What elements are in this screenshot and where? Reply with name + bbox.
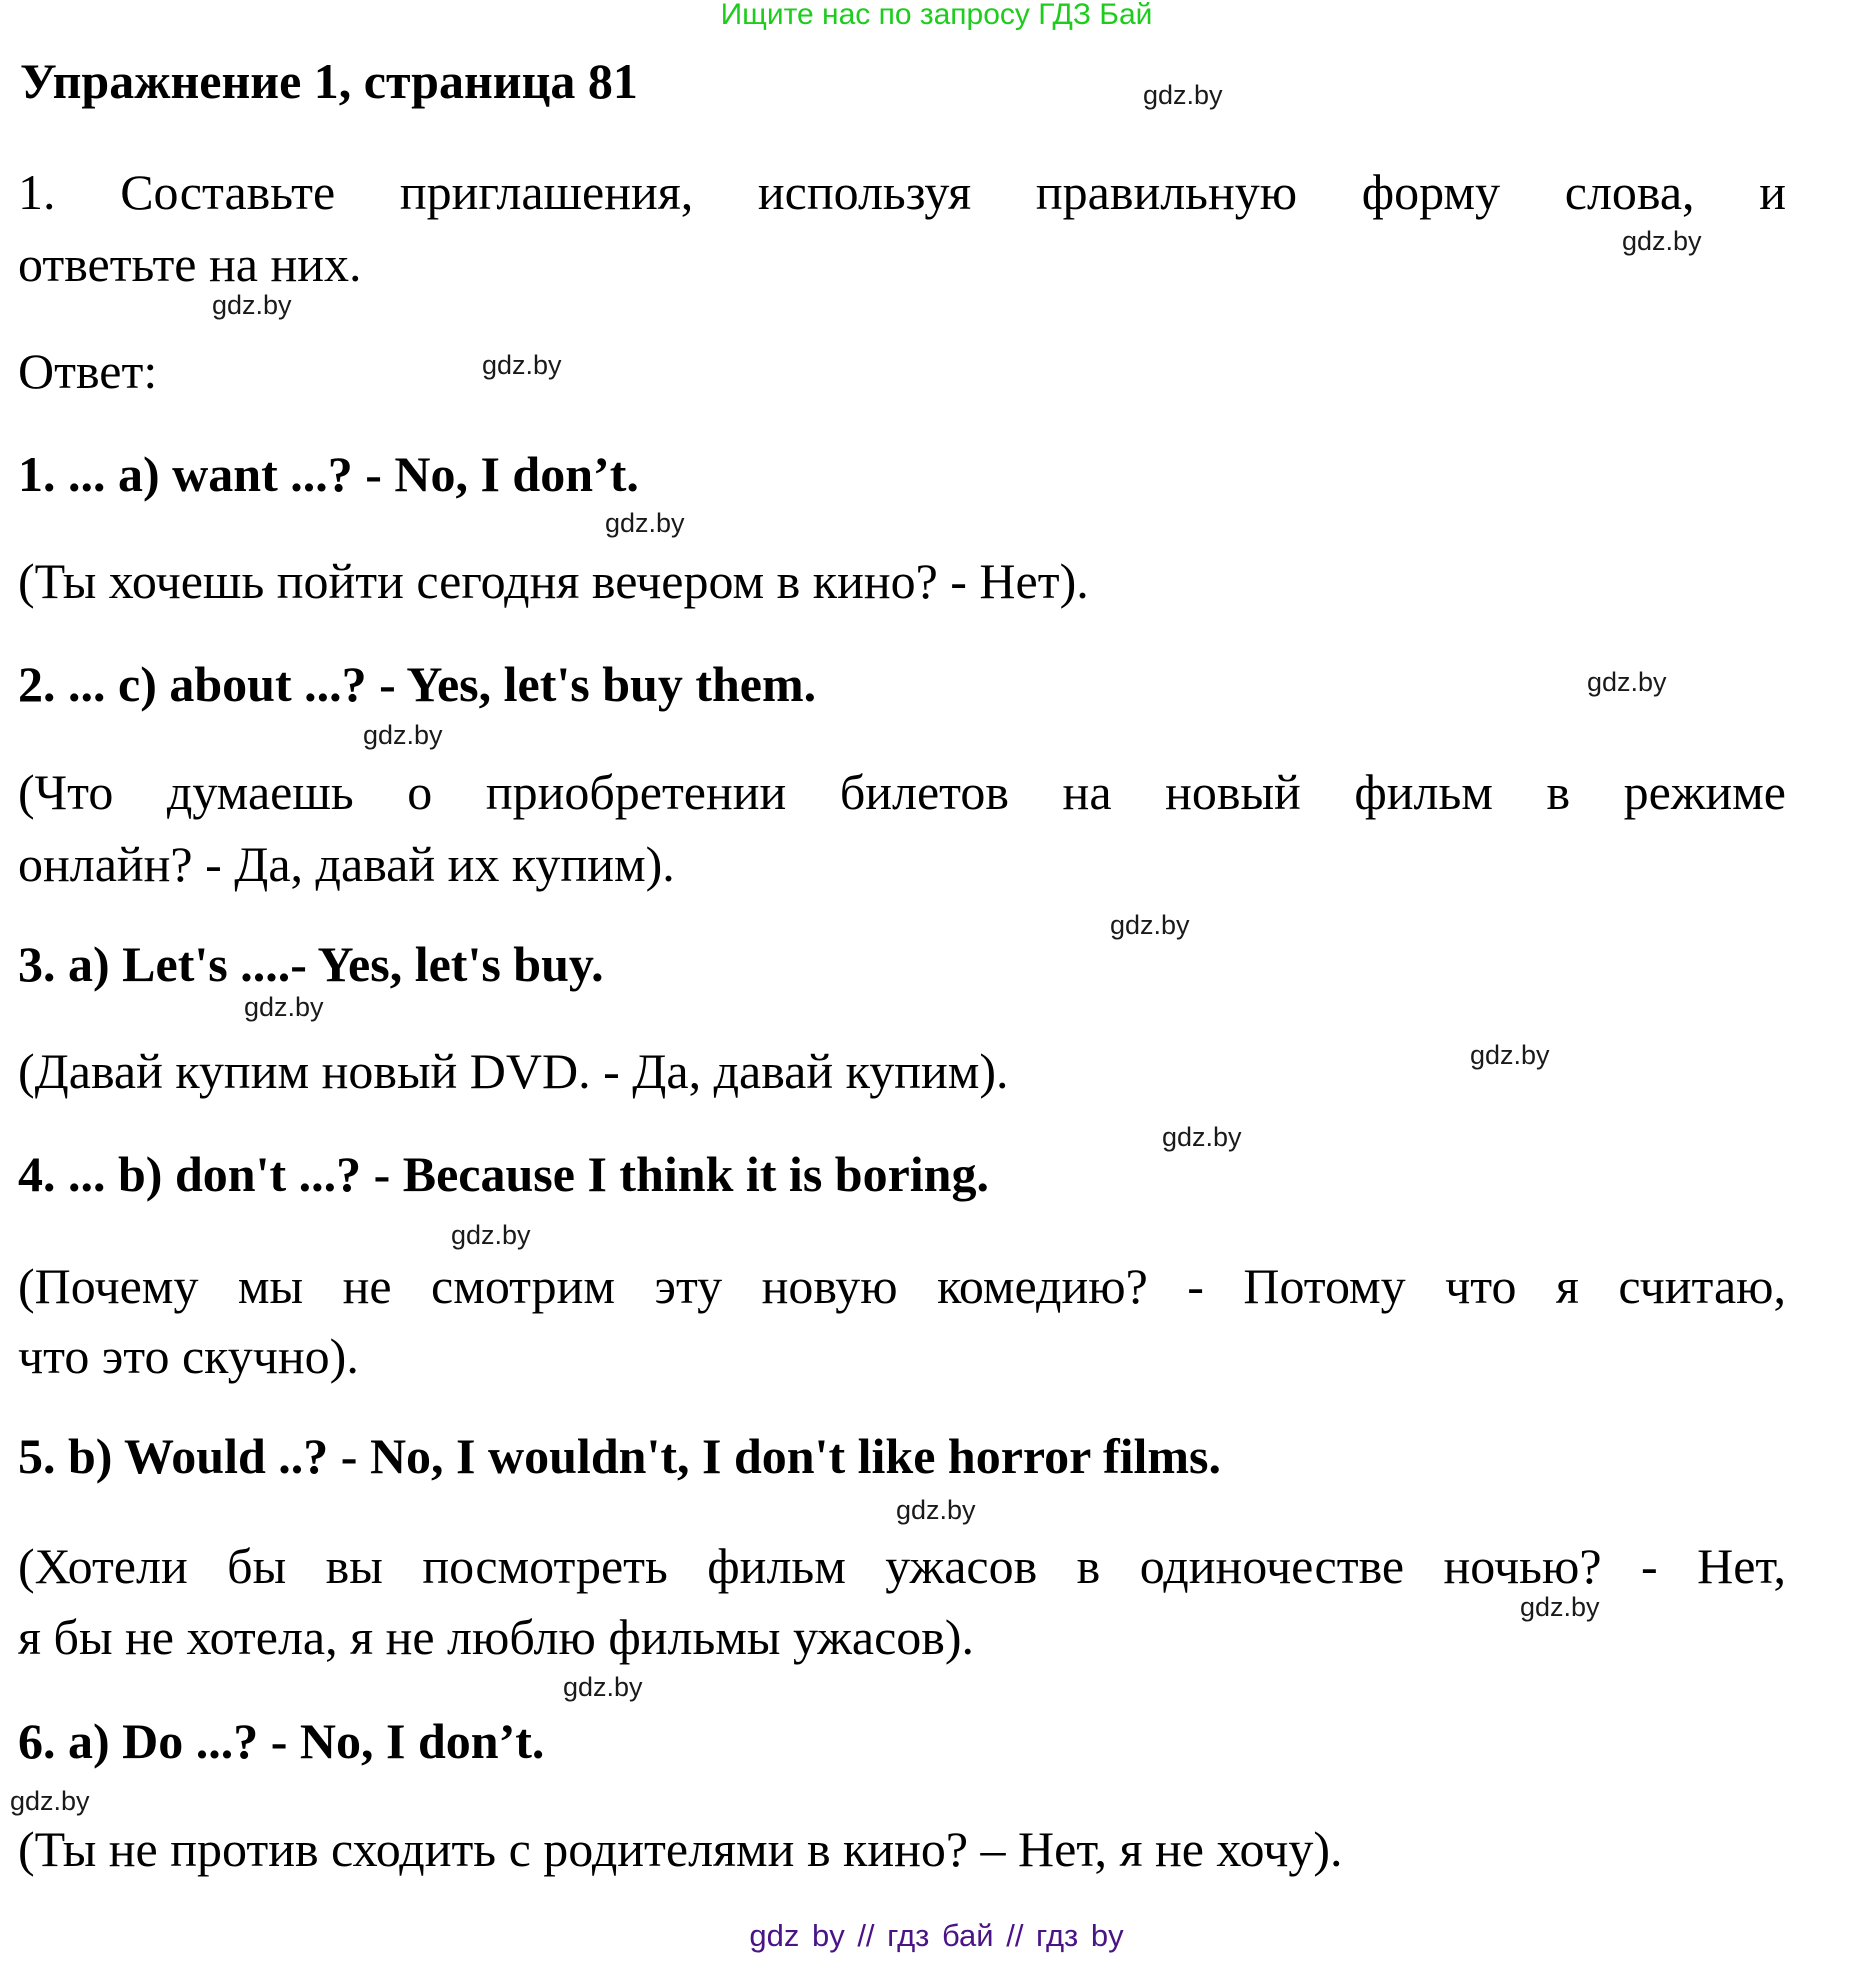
- answer-label: Ответ:: [18, 343, 158, 399]
- answer-6-english: 6. a) Do ...? - No, I don’t.: [18, 1713, 545, 1769]
- answer-2-english: 2. ... c) about ...? - Yes, let's buy them.: [18, 656, 817, 712]
- watermark: gdz.by: [1470, 1040, 1550, 1070]
- task-line-1: 1. Составьте приглашения, используя правильную форму слова, и: [18, 164, 1786, 220]
- answer-3-english: 3. a) Let's ....- Yes, let's buy.: [18, 936, 604, 992]
- answer-5-russian-line-2: я бы не хотела, я не люблю фильмы ужасов).: [18, 1609, 975, 1665]
- page-title: Упражнение 1, страница 81: [20, 53, 638, 109]
- answer-5-english: 5. b) Would ..? - No, I wouldn't, I don't like horror films.: [18, 1428, 1222, 1484]
- answer-6-russian: (Ты не против сходить с родителями в кино? – Нет, я не хочу).: [18, 1821, 1343, 1877]
- answer-1-english: 1. ... a) want ...? - No, I don’t.: [18, 446, 639, 502]
- watermark: gdz.by: [605, 508, 685, 538]
- watermark: gdz.by: [1520, 1592, 1600, 1622]
- answer-5-russian-line-1: (Хотели бы вы посмотреть фильм ужасов в одиночестве ночью? - Нет,: [18, 1538, 1786, 1594]
- answer-2-russian-line-2: онлайн? - Да, давай их купим).: [18, 836, 675, 892]
- watermark: gdz.by: [244, 992, 324, 1022]
- watermark: gdz.by: [563, 1672, 643, 1702]
- task-line-2: ответьте на них.: [18, 236, 362, 292]
- footer-links: gdz by // гдз бай // гдз by: [749, 1918, 1124, 1953]
- answer-2-russian-line-1: (Что думаешь о приобретении билетов на новый фильм в режиме: [18, 764, 1786, 820]
- answer-3-russian: (Давай купим новый DVD. - Да, давай купим).: [18, 1043, 1009, 1099]
- watermark: gdz.by: [1587, 667, 1667, 697]
- watermark: gdz.by: [363, 720, 443, 750]
- search-banner: Ищите нас по запросу ГДЗ Бай: [720, 0, 1153, 31]
- watermark: gdz.by: [1622, 226, 1702, 256]
- answer-4-english: 4. ... b) don't ...? - Because I think it is boring.: [18, 1146, 989, 1202]
- watermark: gdz.by: [451, 1220, 531, 1250]
- answer-4-russian-line-2: что это скучно).: [18, 1328, 359, 1384]
- watermark: gdz.by: [1110, 910, 1190, 940]
- watermark: gdz.by: [896, 1495, 976, 1525]
- answer-1-russian: (Ты хочешь пойти сегодня вечером в кино? - Нет).: [18, 553, 1089, 609]
- watermark: gdz.by: [1162, 1122, 1242, 1152]
- watermark: gdz.by: [10, 1786, 90, 1816]
- answer-4-russian-line-1: (Почему мы не смотрим эту новую комедию? - Потому что я считаю,: [18, 1258, 1786, 1314]
- watermark: gdz.by: [212, 290, 292, 320]
- watermark: gdz.by: [482, 350, 562, 380]
- watermark: gdz.by: [1143, 80, 1223, 110]
